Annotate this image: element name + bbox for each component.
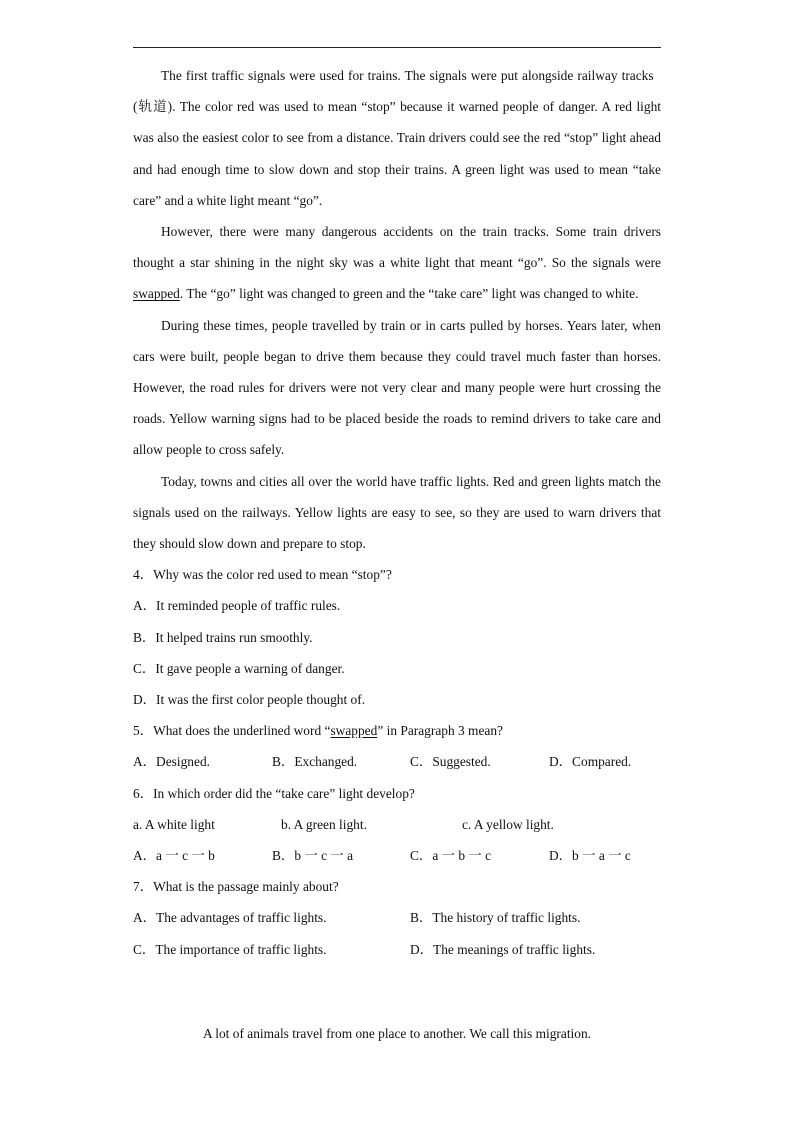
question-6-items [133, 809, 661, 840]
question-6-options [133, 840, 661, 871]
question-7-option-d: D．The meanings of traffic lights. [410, 941, 596, 957]
question-7-options-row-1 [133, 902, 661, 933]
passage-paragraph-3: During these times, people travelled by train or in carts pulled by horses. Years later, when cars were built, people began to drive them because they could travel much faster than horses. However, the road rules for drivers were not very clear and many people were hurt crossing the roads. Yellow warning signs had to be placed beside the roads to remind drivers to take care and allow people to cross safely. [133, 317, 661, 458]
question-5-stem-start: 5．What does the underlined word “ [133, 723, 331, 739]
question-5-stem-end: ” in Paragraph 3 mean? [377, 723, 503, 739]
question-5-option-d: D．Compared. [549, 754, 632, 770]
paragraph-1-text: The first traffic signals were used for trains. The signals were put alongside railway tracks (轨道). The color red was used to mean “stop” because it warned people of danger. A red light was also the easiest color to see from a distance. Train drivers could see the red “stop” light ahead and had enough time to slow down and stop their trains. A green light was used to mean “take care” and a white light meant “go”. [133, 68, 661, 208]
question-6-option-b: B．b 一 c 一 a [272, 848, 354, 864]
question-7-options-row-2 [133, 934, 661, 965]
question-6-option-d: D．b 一 a 一 c [549, 848, 631, 864]
next-passage-intro: A lot of animals travel from one place to another. We call this migration. [202, 1026, 591, 1041]
question-4-option-b: B．It helped trains run smoothly. [133, 629, 313, 645]
paragraph-2-text-start: However, there were many dangerous accidents on the train tracks. Some train drivers thought a star shining in the night sky was a white light that meant “go”. So the signals were [133, 224, 661, 271]
question-5-options [133, 746, 661, 777]
document-body [133, 60, 661, 965]
question-4-option-d: D．It was the first color people thought of. [133, 692, 366, 708]
question-4-option-a: A．It reminded people of traffic rules. [133, 598, 341, 614]
question-6-option-a: A．a 一 c 一 b [133, 848, 215, 864]
question-5-stem [133, 715, 661, 746]
question-4-option-c: C．It gave people a warning of danger. [133, 660, 345, 676]
question-5-option-b: B．Exchanged. [272, 754, 358, 770]
question-6-item-c: c. A yellow light. [462, 816, 554, 832]
question-5-option-c: C．Suggested. [410, 754, 491, 770]
question-7-option-b: B．The history of traffic lights. [410, 910, 581, 926]
question-7-stem: 7．What is the passage mainly about? [133, 879, 339, 895]
question-6-item-a: a. A white light [133, 816, 215, 832]
underlined-word: swapped [133, 286, 180, 302]
question-4-stem: 4．Why was the color red used to mean “stop”? [133, 567, 392, 583]
question-6-stem: 6．In which order did the “take care” light develop? [133, 785, 415, 801]
header-rule [133, 47, 661, 48]
question-7-option-c: C．The importance of traffic lights. [133, 941, 327, 957]
passage-paragraph-2 [133, 216, 661, 310]
paragraph-2-text-end: . The “go” light was changed to green and the “take care” light was changed to white. [179, 286, 639, 302]
question-6-item-b: b. A green light. [281, 816, 367, 832]
question-5-underlined-word: swapped [330, 723, 378, 739]
question-5-option-a: A．Designed. [133, 754, 210, 770]
question-6-option-c: C．a 一 b 一 c [410, 848, 492, 864]
question-7-option-a: A．The advantages of traffic lights. [133, 910, 327, 926]
passage-paragraph-4: Today, towns and cities all over the world have traffic lights. Red and green lights match the signals used on the railways. Yellow lights are easy to see, so they are used to warn drivers that they should slow down and prepare to stop. [133, 473, 661, 552]
passage-paragraph-1 [133, 60, 661, 216]
